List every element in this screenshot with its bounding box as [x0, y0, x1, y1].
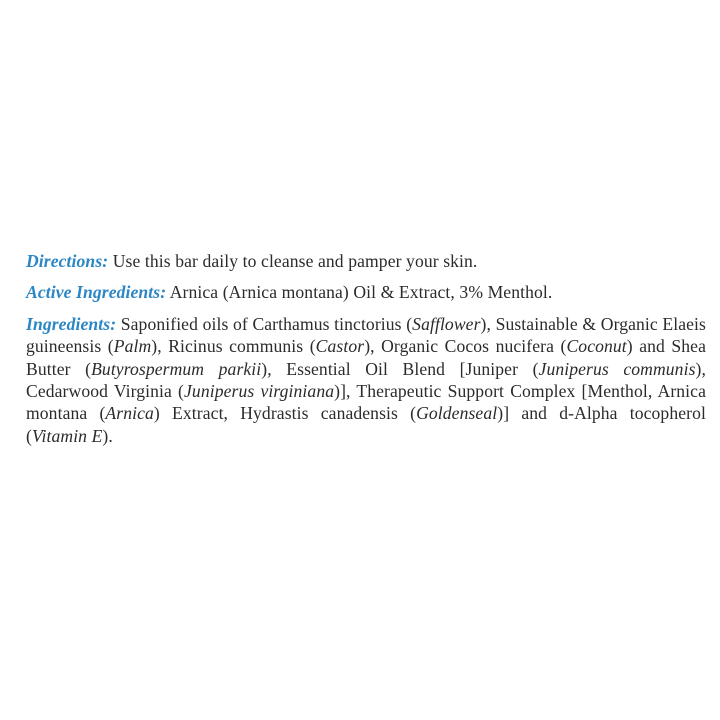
- juniper-latin-name: Juniperus communis: [538, 358, 696, 379]
- palm-common-name: Palm: [113, 336, 152, 357]
- safflower-common-name: Safflower: [412, 313, 481, 334]
- shea-latin-name: Butyrospermum parkii: [91, 358, 262, 379]
- goldenseal-common-name: Goldenseal: [416, 403, 498, 424]
- ingredients-text: ), Sustainable & Organic Elaeis guineensis (: [26, 313, 706, 357]
- coconut-common-name: Coconut: [566, 336, 627, 357]
- ingredients-text: ), Essential Oil Blend [Juniper (: [261, 358, 539, 379]
- ingredients-paragraph: [26, 313, 706, 447]
- castor-common-name: Castor: [315, 336, 365, 357]
- ingredients-text: Saponified oils of Carthamus tinctorius (: [116, 313, 413, 334]
- ingredients-text: ), Cedarwood Virginia (: [26, 358, 706, 402]
- ingredients-text: ).: [102, 425, 113, 446]
- arnica-common-name: Arnica: [105, 403, 154, 424]
- cedarwood-latin-name: Juniperus virginiana: [184, 381, 335, 402]
- product-label-text: [26, 250, 706, 447]
- ingredients-text: ), Ricinus communis (: [151, 336, 316, 357]
- ingredients-heading: Ingredients:: [26, 313, 117, 334]
- vitamin-e-common-name: Vitamin E: [31, 425, 103, 446]
- directions-text: Use this bar daily to cleanse and pamper your skin.: [108, 251, 478, 271]
- ingredients-text: ) and Shea Butter (: [26, 336, 707, 379]
- ingredients-text: )], Therapeutic Support Complex [Menthol, Arnica montana (: [26, 381, 706, 424]
- ingredients-text: ), Organic Cocos nucifera (: [364, 336, 567, 357]
- active-ingredients-paragraph: [26, 281, 706, 303]
- active-ingredients-heading: Active Ingredients:: [26, 282, 167, 303]
- directions-paragraph: [26, 250, 706, 272]
- ingredients-text: ) Extract, Hydrastis canadensis (: [153, 403, 417, 424]
- active-ingredients-text: Arnica (Arnica montana) Oil & Extract, 3% Menthol.: [166, 282, 553, 303]
- directions-heading: Directions:: [26, 251, 109, 271]
- ingredients-text: )] and d-Alpha tocopherol (: [26, 403, 706, 446]
